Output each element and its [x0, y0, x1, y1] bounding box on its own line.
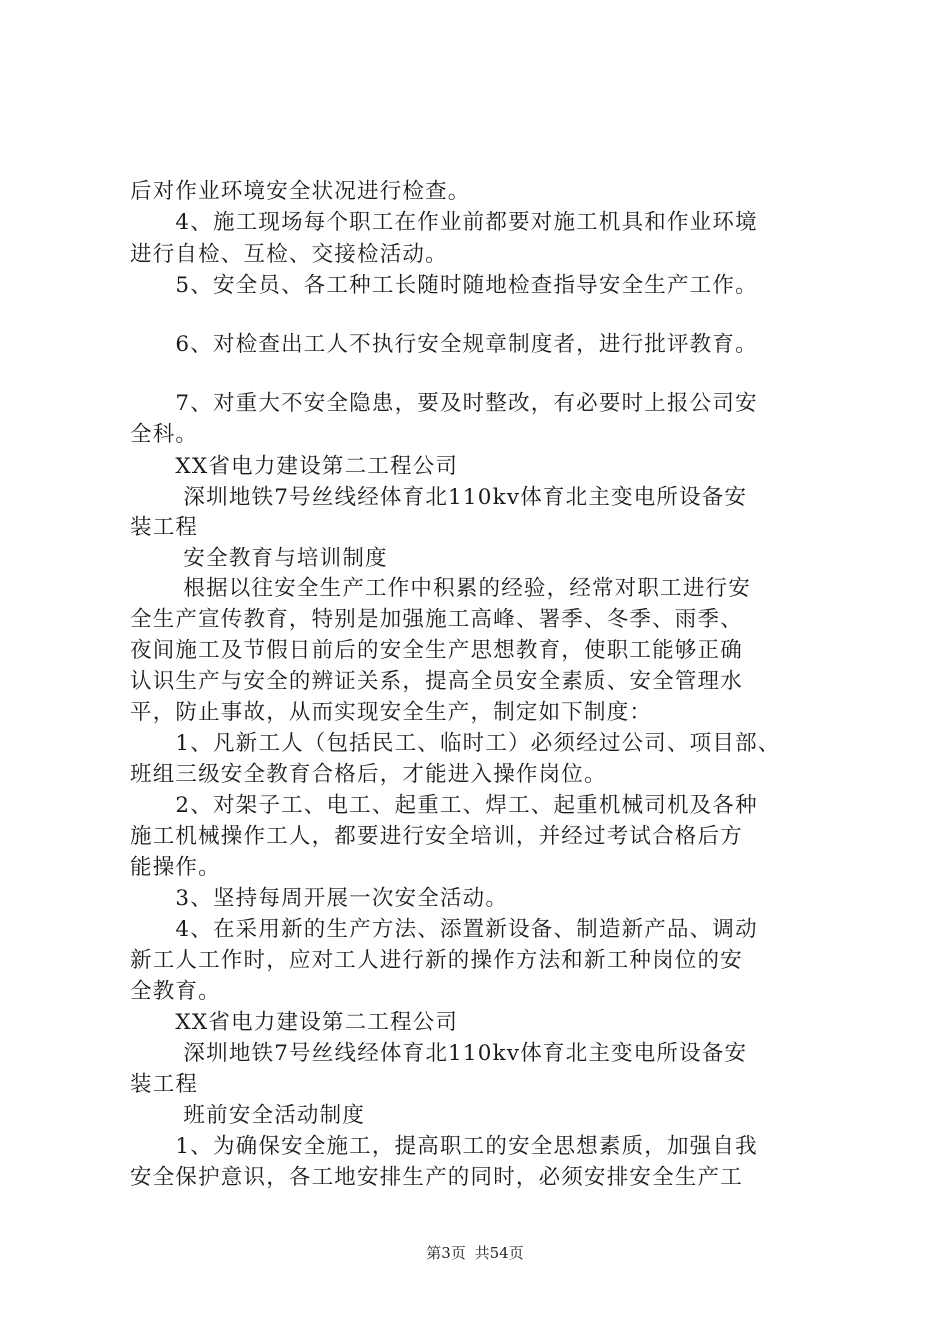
text-line: 根据以往安全生产工作中积累的经验，经常对职工进行安 [130, 576, 751, 601]
text-line: 全科。 [130, 422, 199, 447]
text-line: 7、对重大不安全隐患，要及时整改，有必要时上报公司安 [130, 391, 758, 416]
text-line: 能操作。 [130, 855, 221, 880]
text-line: 平，防止事故，从而实现安全生产，制定如下制度： [130, 700, 653, 725]
text-line: 全生产宣传教育，特别是加强施工高峰、署季、冬季、雨季、 [130, 607, 743, 632]
text-line: 深圳地铁7号丝线经体育北110kv体育北主变电所设备安 [130, 1041, 748, 1066]
text-line: 进行自检、互检、交接检活动。 [130, 242, 448, 267]
text-line: 安全保护意识，各工地安排生产的同时，必须安排安全生产工 [130, 1165, 743, 1190]
text-line: 新工人工作时，应对工人进行新的操作方法和新工种岗位的安 [130, 948, 743, 973]
text-line: 3、坚持每周开展一次安全活动。 [130, 886, 509, 911]
text-line: 施工机械操作工人，都要进行安全培训，并经过考试合格后方 [130, 824, 743, 849]
text-line: 班组三级安全教育合格后，才能进入操作岗位。 [130, 762, 607, 787]
page-footer [0, 1243, 950, 1263]
text-line: XX省电力建设第二工程公司 [130, 1010, 459, 1035]
text-line: 全教育。 [130, 979, 221, 1004]
text-line: 后对作业环境安全状况进行检查。 [130, 179, 471, 204]
text-line: 装工程 [130, 515, 199, 540]
text-line: 安全教育与培训制度 [130, 546, 388, 571]
text-line: 2、对架子工、电工、起重工、焊工、起重机械司机及各种 [130, 793, 758, 818]
text-line: 班前安全活动制度 [130, 1103, 366, 1128]
text-line: 5、安全员、各工种工长随时随地检查指导安全生产工作。 [130, 273, 758, 298]
text-line: 4、施工现场每个职工在作业前都要对施工机具和作业环境 [130, 210, 758, 235]
text-line: 4、在采用新的生产方法、添置新设备、制造新产品、调动 [130, 917, 758, 942]
text-line: 夜间施工及节假日前后的安全生产思想教育，使职工能够正确 [130, 638, 743, 663]
text-line: XX省电力建设第二工程公司 [130, 454, 459, 479]
text-line: 认识生产与安全的辨证关系，提高全员安全素质、安全管理水 [130, 669, 743, 694]
page-number: 第3页 [426, 1244, 466, 1262]
text-line: 1、凡新工人（包括民工、临时工）必须经过公司、项目部、 [130, 731, 781, 756]
text-line: 深圳地铁7号丝线经体育北110kv体育北主变电所设备安 [130, 485, 748, 510]
text-line: 1、为确保安全施工，提高职工的安全思想素质，加强自我 [130, 1134, 758, 1159]
text-line: 6、对检查出工人不执行安全规章制度者，进行批评教育。 [130, 332, 758, 357]
text-line: 装工程 [130, 1072, 199, 1097]
page-total: 共54页 [474, 1244, 524, 1262]
